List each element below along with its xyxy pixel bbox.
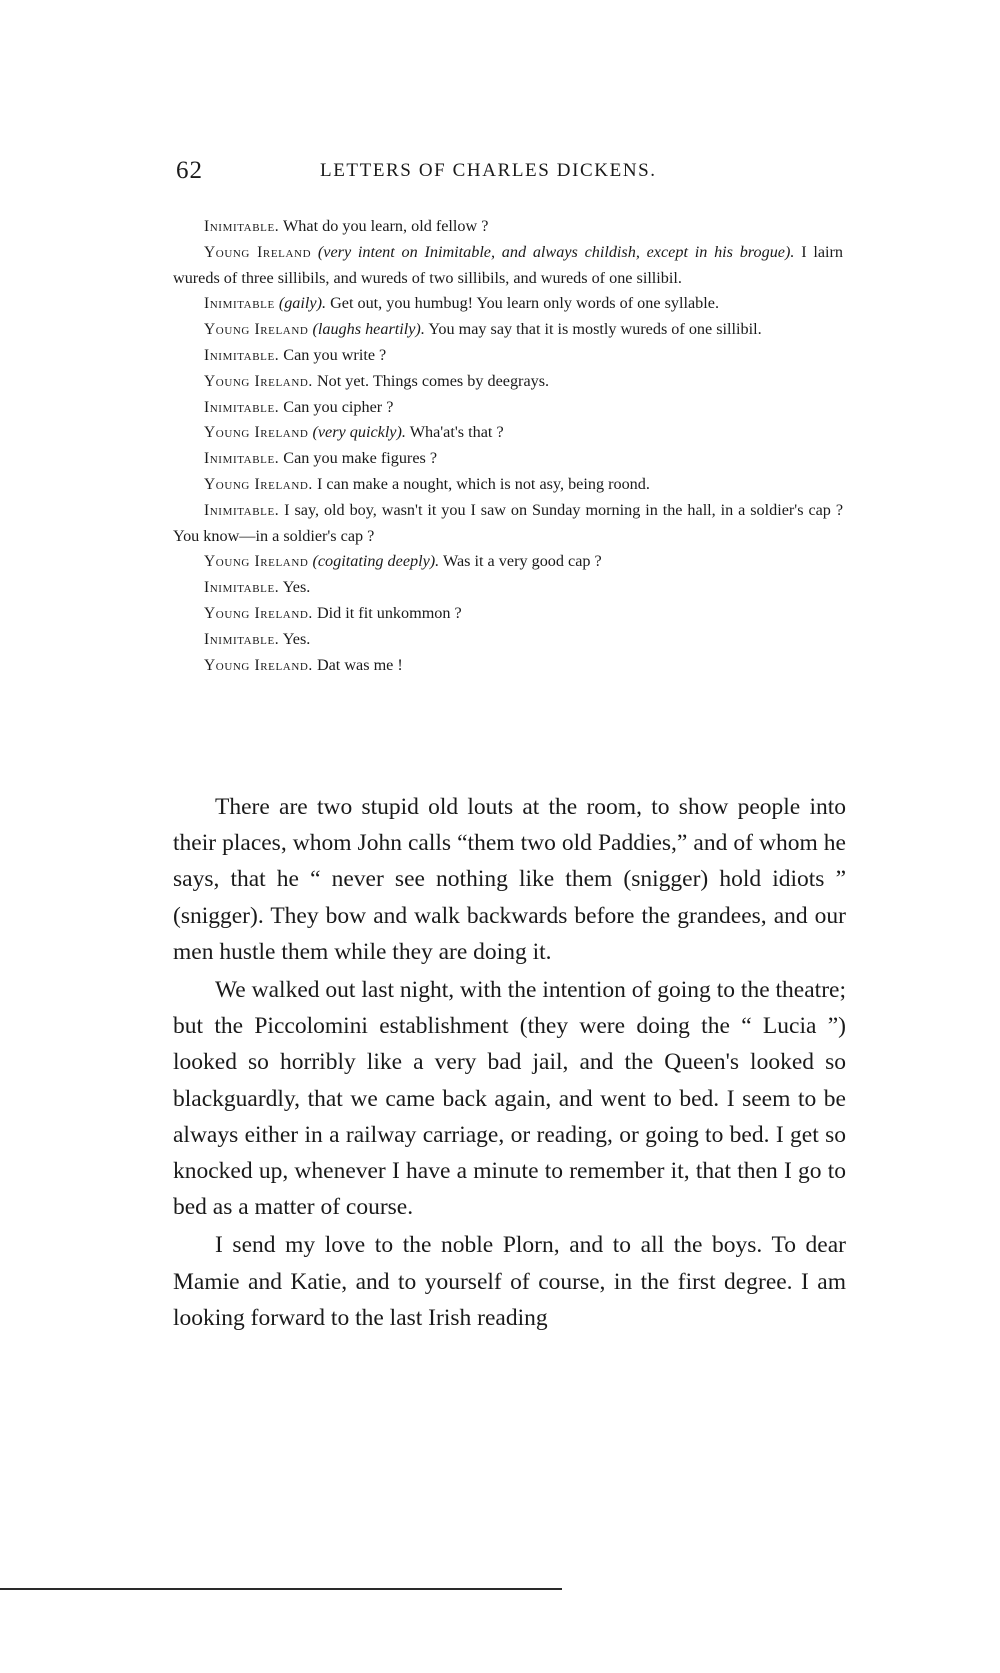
- dialogue-line: [173, 601, 843, 627]
- speech: Was it a very good cap ?: [443, 552, 602, 571]
- speaker: Young Ireland: [204, 243, 312, 261]
- paragraph: There are two stupid old louts at the room, to show people into their places, whom John calls “them two old Paddies,” and of whom he says, that he “ never see nothing like them (snigger) hold idiots ” (snigger). They bow and walk backwards before the grandees, and our men hustle them while they are doing it.: [173, 794, 846, 965]
- speech: Yes.: [282, 629, 311, 648]
- dialogue-line: [173, 369, 843, 395]
- speaker: Inimitable.: [204, 346, 280, 364]
- dialogue-line: [173, 291, 843, 317]
- dialogue-line: [173, 317, 843, 343]
- speech: Yes.: [282, 578, 311, 597]
- speech: Not yet. Things comes by deegrays.: [316, 371, 550, 390]
- speech: Can you write ?: [283, 345, 387, 364]
- bottom-rule: [0, 1588, 562, 1590]
- dialogue-line: [173, 653, 843, 679]
- speaker: Young Ireland: [204, 553, 309, 571]
- speaker: Young Ireland.: [204, 372, 313, 390]
- dialogue-section: [173, 214, 843, 678]
- speech: Dat was me !: [316, 655, 403, 674]
- letter-body: [173, 789, 846, 1336]
- paragraph: I send my love to the noble Plorn, and to all the boys. To dear Mamie and Katie, and to yourself of course, in the first degree. I am looking forward to the last Irish reading: [173, 1232, 846, 1331]
- speech: What do you learn, old fellow ?: [283, 217, 489, 235]
- page-number: 62: [176, 157, 203, 184]
- speech: I say, old boy, wasn't it you I saw on Sunday morning in the hall, in a soldier's cap ? You know—in a soldier's cap ?: [173, 500, 844, 545]
- speech: Did it fit unkommon ?: [316, 603, 462, 622]
- speaker: Inimitable: [204, 295, 275, 313]
- dialogue-line: [173, 420, 843, 446]
- speaker: Inimitable.: [204, 501, 280, 519]
- speaker: Young Ireland.: [204, 475, 313, 493]
- running-head: LETTERS OF CHARLES DICKENS.: [320, 160, 657, 181]
- dialogue-line: [173, 240, 843, 292]
- speech: I lairn wureds of three sillibils, and wureds of two sillibils, and wureds of one sillibil.: [173, 242, 843, 287]
- speaker: Inimitable.: [204, 579, 280, 597]
- speaker: Inimitable.: [204, 450, 280, 468]
- speaker: Young Ireland: [204, 424, 309, 442]
- speech: Get out, you humbug! You learn only words of one syllable.: [330, 294, 719, 313]
- speaker: Inimitable.: [204, 630, 280, 648]
- dialogue-line: [173, 549, 843, 575]
- speaker: Inimitable.: [204, 398, 280, 416]
- speech: Wha'at's that ?: [409, 423, 504, 442]
- stage-direction: (cogitating deeply).: [312, 552, 440, 571]
- paragraph: We walked out last night, with the intention of going to the theatre; but the Piccolomini establishment (they were doing the “ Lucia ”) looked so horribly like a very bad jail, and the Queen's looked so blackguardly, that we came back again, and went to bed. I seem to be always either in a railway carriage, or reading, or going to bed. I get so knocked up, whenever I have a minute to remember it, that then I go to bed as a matter of course.: [173, 977, 846, 1221]
- speaker: Inimitable.: [204, 218, 280, 235]
- stage-direction: (gaily).: [278, 294, 327, 313]
- dialogue-line: [173, 627, 843, 653]
- speech: Can you make figures ?: [283, 449, 438, 468]
- dialogue-line: [173, 575, 843, 601]
- dialogue-line: [173, 446, 843, 472]
- speech: Can you cipher ?: [283, 397, 394, 416]
- dialogue-line: [173, 343, 843, 369]
- speech: You may say that it is mostly wureds of one sillibil.: [428, 320, 762, 339]
- speaker: Young Ireland.: [204, 604, 313, 622]
- dialogue-line: [173, 214, 843, 240]
- stage-direction: (laughs heartily).: [312, 320, 425, 339]
- stage-direction: (very intent on Inimitable, and always childish, except in his brogue).: [317, 242, 795, 261]
- speaker: Young Ireland.: [204, 656, 313, 674]
- dialogue-line: [173, 472, 843, 498]
- dialogue-line: [173, 498, 843, 550]
- speech: I can make a nought, which is not asy, being roond.: [316, 474, 650, 493]
- dialogue-line: [173, 395, 843, 421]
- speaker: Young Ireland: [204, 321, 309, 339]
- stage-direction: (very quickly).: [312, 423, 406, 442]
